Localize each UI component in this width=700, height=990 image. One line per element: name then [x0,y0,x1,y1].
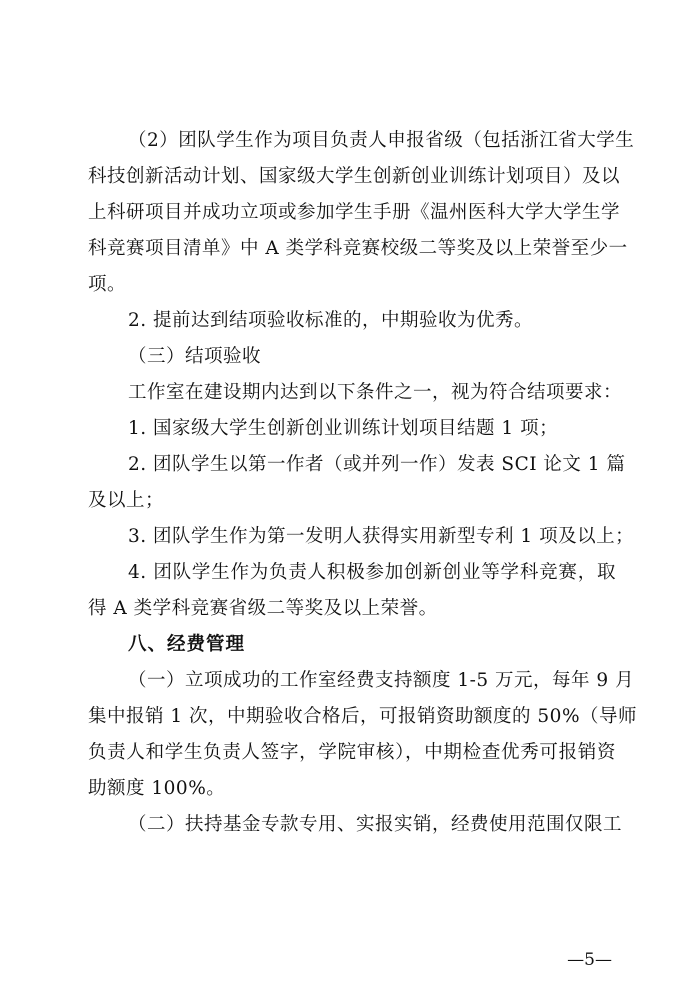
paragraph-line: 2. 提前达到结项验收标准的，中期验收为优秀。 [128,310,534,331]
section-heading: 八、经费管理 [128,634,246,655]
paragraph-line: 项。 [88,274,127,295]
list-item: 4. 团队学生作为负责人积极参加创新创业等学科竞赛，取 [128,562,616,583]
paragraph-line: 工作室在建设期内达到以下条件之一，视为符合结项要求： [128,382,623,403]
paragraph-line: 负责人和学生负责人签字，学院审核），中期检查优秀可报销资 [88,742,616,763]
paragraph-line: 助额度 100%。 [88,778,226,799]
paragraph-line: 科竞赛项目清单》中 A 类学科竞赛校级二等奖及以上荣誉至少一 [88,238,628,259]
list-item: 2. 团队学生以第一作者（或并列一作）发表 SCI 论文 1 篇 [128,454,626,475]
paragraph-line: （2）团队学生作为项目负责人申报省级（包括浙江省大学生 [128,130,635,151]
paragraph-line: （一）立项成功的工作室经费支持额度 1-5 万元，每年 9 月 [128,670,635,691]
paragraph-line: 及以上； [88,490,165,511]
paragraph-line: 得 A 类学科竞赛省级二等奖及以上荣誉。 [88,598,438,619]
list-item: 3. 团队学生作为第一发明人获得实用新型专利 1 项及以上； [128,526,635,547]
list-item: 1. 国家级大学生创新创业训练计划项目结题 1 项； [128,418,559,439]
paragraph-line: 科技创新活动计划、国家级大学生创新创业训练计划项目）及以 [88,166,621,187]
subsection-heading: （三）结项验收 [128,346,262,367]
paragraph-line: 集中报销 1 次，中期验收合格后，可报销资助额度的 50%（导师 [88,706,638,727]
paragraph-line: （二）扶持基金专款专用、实报实销，经费使用范围仅限工 [128,814,623,835]
page-number: —5— [567,950,612,970]
paragraph-line: 上科研项目并成功立项或参加学生手册《温州医科大学大学生学 [88,202,621,223]
